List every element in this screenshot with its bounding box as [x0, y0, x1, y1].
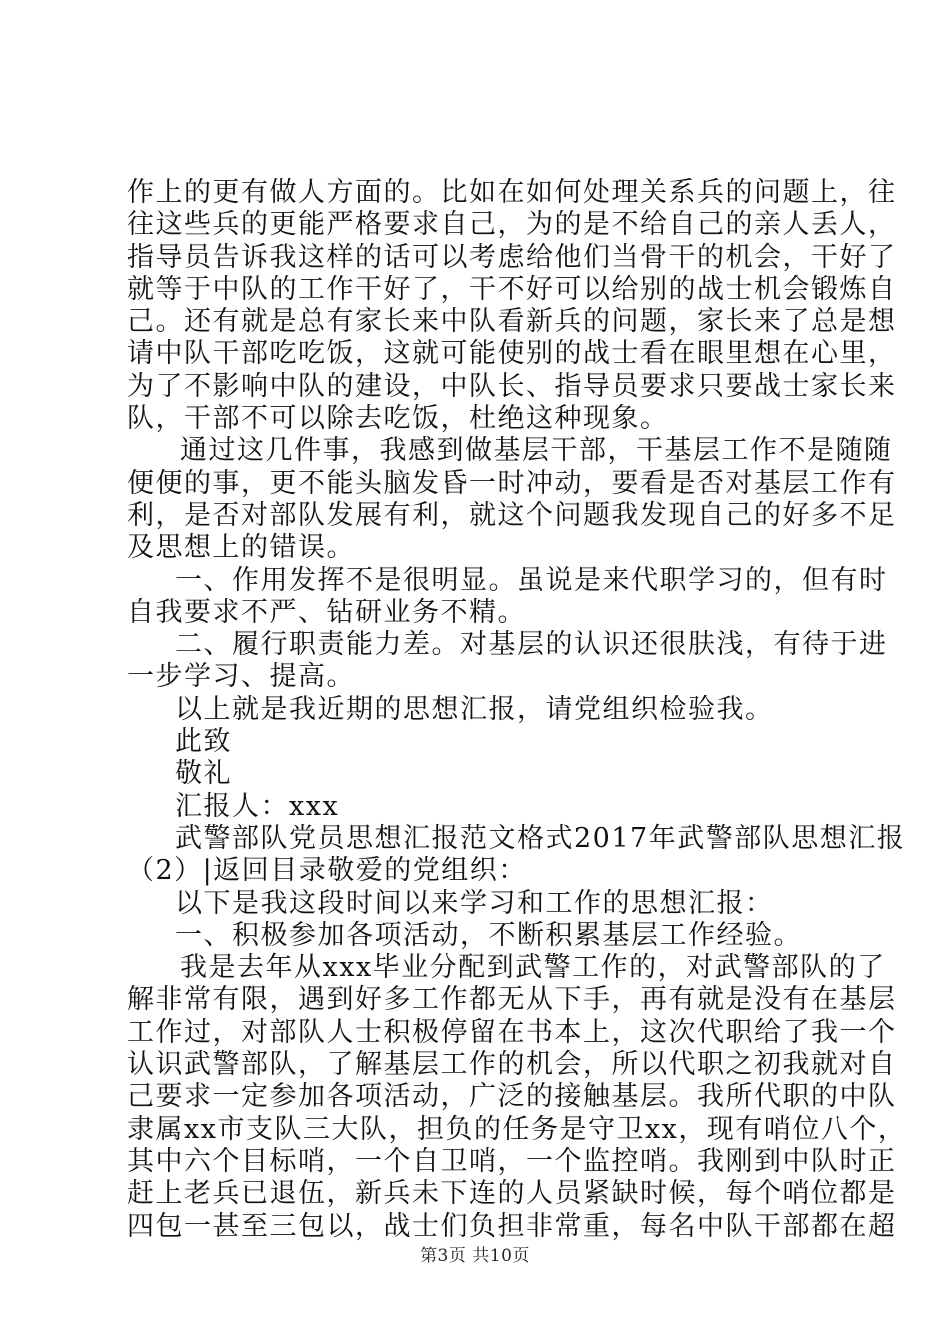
text-line: 便便的事，更不能头脑发昏一时冲动，要看是否对基层工作有: [127, 467, 897, 499]
text-line: 汇报人：xxx: [175, 790, 340, 822]
text-line: 就等于中队的工作干好了，干不好可以给别的战士机会锻炼自: [127, 273, 897, 305]
text-line: 及思想上的错误。: [127, 532, 355, 564]
text-line: 一步学习、提高。: [127, 661, 355, 693]
text-line: 我是去年从xxx毕业分配到武警工作的，对武警部队的了: [180, 952, 886, 984]
text-line: 一、积极参加各项活动，不断积累基层工作经验。: [175, 919, 802, 951]
text-line: 请中队干部吃吃饭，这就可能使别的战士看在眼里想在心里，: [127, 338, 897, 370]
text-line: 己。还有就是总有家长来中队看新兵的问题，家长来了总是想: [127, 306, 897, 338]
document-body: [127, 177, 907, 1243]
text-line: 敬礼: [175, 758, 232, 790]
text-line: （2）|返回目录敬爱的党组织：: [127, 855, 527, 887]
text-line: 自我要求不严、钻研业务不精。: [127, 596, 526, 628]
text-line: 认识武警部队，了解基层工作的机会，所以代职之初我就对自: [127, 1049, 897, 1081]
page-footer: [0, 1241, 950, 1266]
text-line: 工作过，对部队人士积极停留在书本上，这次代职给了我一个: [127, 1016, 897, 1048]
text-line: 解非常有限，遇到好多工作都无从下手，再有就是没有在基层: [127, 984, 897, 1016]
text-line: 往这些兵的更能严格要求自己，为的是不给自己的亲人丢人，: [127, 209, 897, 241]
text-line: 以上就是我近期的思想汇报，请党组织检验我。: [175, 693, 774, 725]
text-line: 四包一甚至三包以，战士们负担非常重，每名中队干部都在超: [127, 1210, 897, 1242]
text-line: 以下是我这段时间以来学习和工作的思想汇报：: [175, 887, 774, 919]
text-line: 武警部队党员思想汇报范文格式2017年武警部队思想汇报: [175, 822, 906, 854]
text-line: 其中六个目标哨，一个自卫哨，一个监控哨。我刚到中队时正: [127, 1145, 897, 1177]
text-line: 赶上老兵已退伍，新兵未下连的人员紧缺时候，每个哨位都是: [127, 1178, 897, 1210]
text-line: 利，是否对部队发展有利，就这个问题我发现自己的好多不足: [127, 499, 897, 531]
text-line: 一、作用发挥不是很明显。虽说是来代职学习的，但有时: [175, 564, 888, 596]
page-number-label: 第3页 共10页: [420, 1246, 530, 1266]
text-line: 指导员告诉我这样的话可以考虑给他们当骨干的机会，干好了: [127, 241, 897, 273]
text-line: 二、履行职责能力差。对基层的认识还很肤浅，有待于进: [175, 629, 888, 661]
text-line: 此致: [175, 726, 232, 758]
text-line: 作上的更有做人方面的。比如在如何处理关系兵的问题上，往: [127, 177, 897, 208]
text-line: 隶属xx市支队三大队，担负的任务是守卫xx，现有哨位八个，: [127, 1113, 907, 1145]
text-line: 队，干部不可以除去吃饭，杜绝这种现象。: [127, 403, 669, 435]
text-line: 通过这几件事，我感到做基层干部，干基层工作不是随随: [180, 435, 893, 467]
text-line: 为了不影响中队的建设，中队长、指导员要求只要战士家长来: [127, 370, 897, 402]
text-line: 己要求一定参加各项活动，广泛的接触基层。我所代职的中队: [127, 1081, 897, 1113]
